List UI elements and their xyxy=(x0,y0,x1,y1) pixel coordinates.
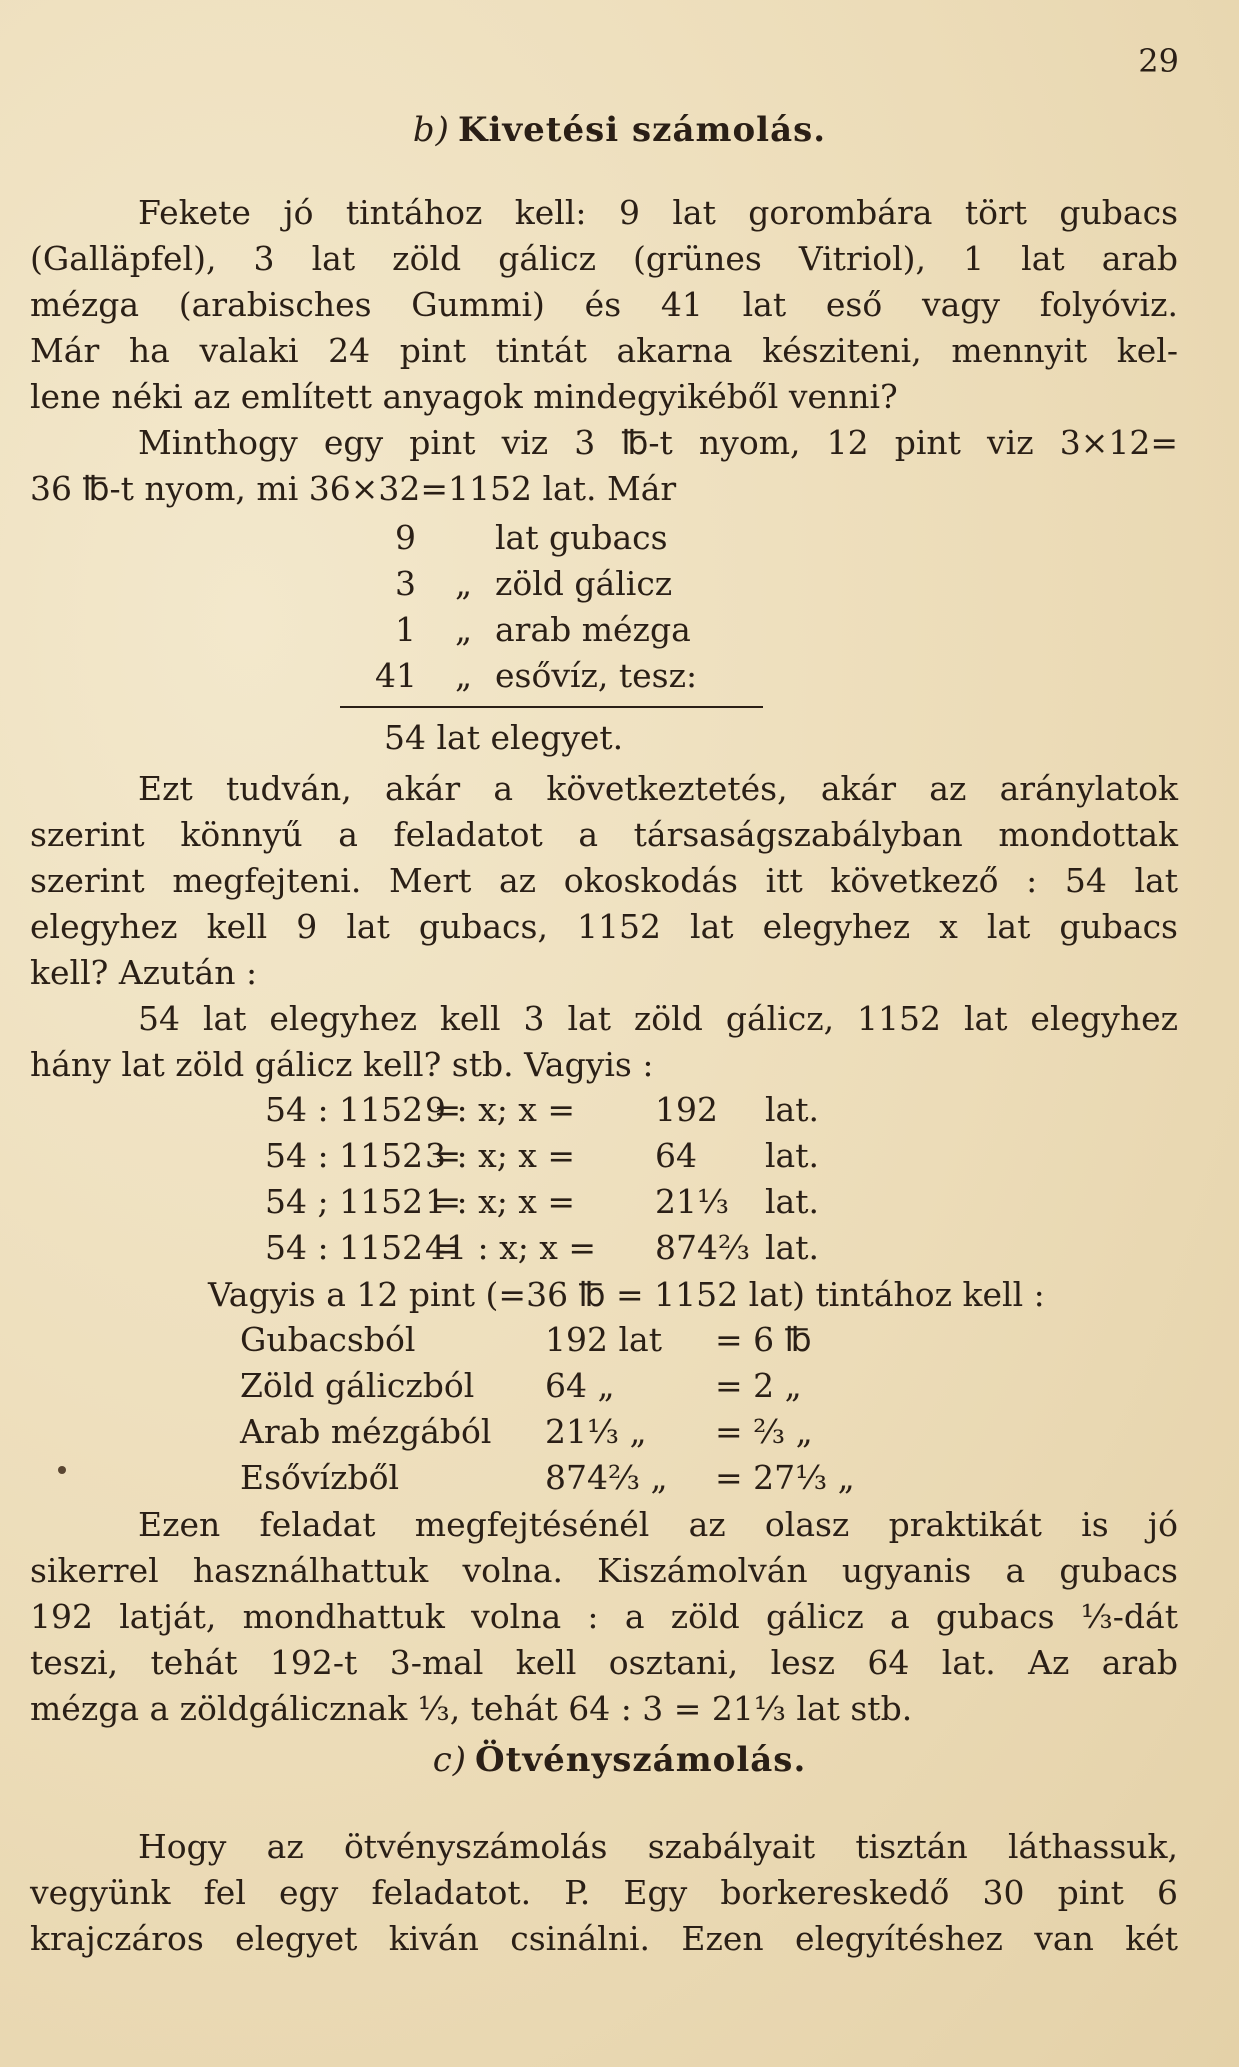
eq-result: 64 xyxy=(655,1136,697,1175)
sum-name: esővíz, tesz: xyxy=(495,656,698,695)
para7-line-2: krajczáros elegyet kiván csinálni. Ezen elegyítéshez van két xyxy=(30,1919,1178,1958)
result-name: Arab mézgából xyxy=(240,1412,492,1451)
result-equivalent: = ⅔ „ xyxy=(715,1412,813,1451)
eq-unit: lat. xyxy=(765,1228,819,1267)
eq-result: 192 xyxy=(655,1090,718,1129)
result-amount: 64 „ xyxy=(545,1366,615,1405)
eq-result: 874⅔ xyxy=(655,1228,750,1267)
para4-line-1: hány lat zöld gálicz kell? stb. Vagyis : xyxy=(30,1045,654,1084)
equation-row xyxy=(265,1090,819,1129)
eq-ratio: 54 : 1152 = xyxy=(265,1090,462,1129)
section-c-marker: c) xyxy=(432,1740,468,1780)
result-row xyxy=(240,1412,915,1451)
eq-ratio: 54 ; 1152 = xyxy=(265,1182,462,1221)
result-equivalent: = 6 ℔ xyxy=(715,1320,812,1359)
result-amount: 874⅔ „ xyxy=(545,1458,668,1497)
para5-line: Vagyis a 12 pint (=36 ℔ = 1152 lat) tintához kell : xyxy=(208,1275,1045,1314)
para6-line-3: teszi, tehát 192-t 3-mal kell osztani, lesz 64 lat. Az arab xyxy=(30,1643,1178,1682)
sum-rule xyxy=(340,706,763,708)
result-row xyxy=(240,1458,915,1497)
result-equivalent: = 2 „ xyxy=(715,1366,802,1405)
eq-result: 21⅓ xyxy=(655,1182,729,1221)
para1-line-0: Fekete jó tintához kell: 9 lat gorombára tört gubacs xyxy=(138,193,1178,232)
para4-line-0: 54 lat elegyhez kell 3 lat zöld gálicz, 1152 lat elegyhez xyxy=(138,999,1178,1038)
sum-qty: 41 xyxy=(375,656,417,695)
eq-ratio: 54 : 1152 = xyxy=(265,1228,462,1267)
para1-line-4: lene néki az említett anyagok mindegyikéből venni? xyxy=(30,377,898,416)
sum-name: zöld gálicz xyxy=(495,564,673,603)
eq-proportion: 9 : x; x = xyxy=(425,1090,576,1129)
para3-line-0: Ezt tudván, akár a következtetés, akár az aránylatok xyxy=(138,769,1178,808)
eq-proportion: 3 : x; x = xyxy=(425,1136,576,1175)
sum-qty: 1 xyxy=(395,610,416,649)
sum-ditto: „ xyxy=(455,610,473,649)
eq-unit: lat. xyxy=(765,1182,819,1221)
page-number: 29 xyxy=(1138,42,1179,80)
para6-line-0: Ezen feladat megfejtésénél az olasz praktikát is jó xyxy=(138,1505,1178,1544)
sum-name: arab mézga xyxy=(495,610,691,649)
sum-item xyxy=(375,656,697,695)
para1-line-1: (Galläpfel), 3 lat zöld gálicz (grünes Vitriol), 1 lat arab xyxy=(30,239,1178,278)
result-amount: 21⅓ „ xyxy=(545,1412,647,1451)
para2-line-0: Minthogy egy pint viz 3 ℔-t nyom, 12 pint viz 3×12= xyxy=(138,423,1178,462)
para1-line-2: mézga (arabisches Gummi) és 41 lat eső vagy folyóviz. xyxy=(30,285,1178,324)
para7-line-0: Hogy az ötvényszámolás szabályait tisztán láthassuk, xyxy=(138,1827,1178,1866)
section-c-heading xyxy=(0,1740,1239,1780)
para3-line-2: szerint megfejteni. Mert az okoskodás itt következő : 54 lat xyxy=(30,861,1178,900)
eq-ratio: 54 : 1152 = xyxy=(265,1136,462,1175)
sum-total: 54 lat elegyet. xyxy=(384,718,624,757)
eq-unit: lat. xyxy=(765,1090,819,1129)
para2-line-1: 36 ℔-t nyom, mi 36×32=1152 lat. Már xyxy=(30,469,677,508)
para6-line-4: mézga a zöldgálicznak ⅓, tehát 64 : 3 = 21⅓ lat stb. xyxy=(30,1689,913,1728)
para7-line-1: vegyünk fel egy feladatot. P. Egy borkereskedő 30 pint 6 xyxy=(30,1873,1178,1912)
section-c-title: Ötvényszámolás. xyxy=(475,1740,807,1780)
sum-item xyxy=(395,564,672,603)
sum-item xyxy=(395,518,668,557)
result-row xyxy=(240,1366,915,1405)
ink-dot xyxy=(58,1466,66,1474)
para3-line-1: szerint könnyű a feladatot a társaságszabályban mondottak xyxy=(30,815,1178,854)
result-equivalent: = 27⅓ „ xyxy=(715,1458,855,1497)
result-name: Zöld gáliczból xyxy=(240,1366,475,1405)
sum-item xyxy=(395,610,691,649)
result-row xyxy=(240,1320,915,1359)
eq-proportion: 1 : x; x = xyxy=(425,1182,576,1221)
eq-unit: lat. xyxy=(765,1136,819,1175)
equation-row xyxy=(265,1136,819,1175)
para1-line-3: Már ha valaki 24 pint tintát akarna késziteni, mennyit kel- xyxy=(30,331,1178,370)
sum-ditto: „ xyxy=(455,656,473,695)
para3-line-4: kell? Azután : xyxy=(30,953,258,992)
sum-ditto: „ xyxy=(455,564,473,603)
result-name: Gubacsból xyxy=(240,1320,416,1359)
para6-line-1: sikerrel használhattuk volna. Kiszámolván ugyanis a gubacs xyxy=(30,1551,1178,1590)
eq-proportion: 41 : x; x = xyxy=(425,1228,597,1267)
para3-line-3: elegyhez kell 9 lat gubacs, 1152 lat elegyhez x lat gubacs xyxy=(30,907,1178,946)
section-b-heading xyxy=(0,110,1239,150)
section-b-title: Kivetési számolás. xyxy=(457,110,827,150)
section-b-marker: b) xyxy=(412,110,450,150)
result-name: Esővízből xyxy=(240,1458,400,1497)
sum-qty: 3 xyxy=(395,564,416,603)
result-amount: 192 lat xyxy=(545,1320,662,1359)
para6-line-2: 192 latját, mondhattuk volna : a zöld gálicz a gubacs ⅓-dát xyxy=(30,1597,1178,1636)
equation-row xyxy=(265,1228,819,1267)
sum-qty: 9 xyxy=(395,518,416,557)
sum-name: lat gubacs xyxy=(495,518,668,557)
equation-row xyxy=(265,1182,819,1221)
